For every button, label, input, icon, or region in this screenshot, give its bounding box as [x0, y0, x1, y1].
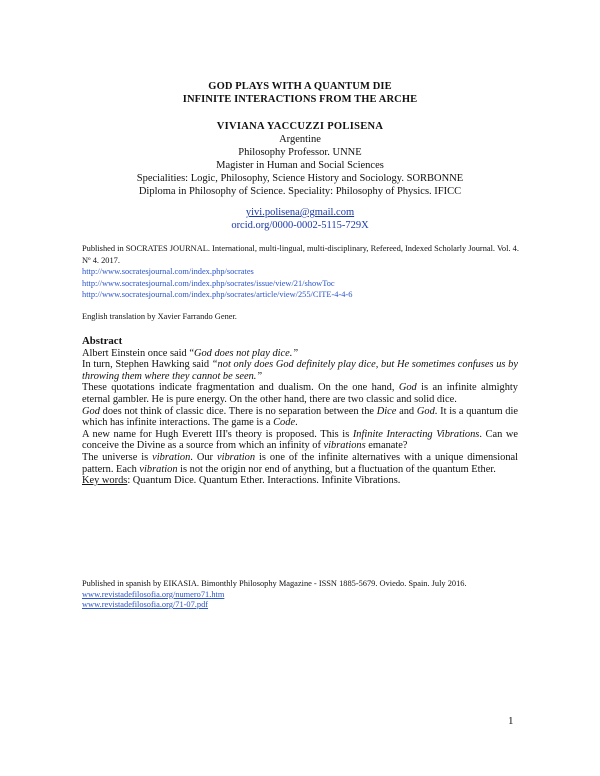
author-country: Argentine: [279, 134, 321, 145]
author-name: VIVIANA YACCUZZI POLISENA: [216, 121, 384, 132]
publication-link-2[interactable]: http://www.socratesjournal.com/index.php/socrates/issue/view/21/showToc: [82, 278, 335, 288]
author-role: Philosophy Professor. UNNE: [238, 147, 362, 158]
keywords-label: Key words: [82, 475, 128, 487]
author-diploma: Diploma in Philosophy of Science. Speciality: Philosophy of Physics. IFICC: [138, 186, 462, 197]
abstract-paragraph-1: Albert Einstein once said “God does not play dice.”: [82, 347, 299, 359]
author-block: [0, 120, 600, 232]
author-email-link[interactable]: yivi.polisena@gmail.com: [245, 207, 355, 218]
abstract-paragraph-2: In turn, Stephen Hawking said “not only does God definitely play dice, but He sometimes confuses us by throwing them where they cannot be seen.”: [82, 359, 518, 382]
author-degree: Magister in Human and Social Sciences: [216, 160, 384, 171]
author-orcid-link[interactable]: orcid.org/0000-0002-5115-729X: [231, 220, 369, 231]
footer-link-1[interactable]: www.revistadefilosofia.org/numero71.htm: [82, 589, 225, 599]
abstract-section: [82, 336, 518, 487]
abstract-heading: Abstract: [82, 335, 123, 347]
abstract-paragraph-6: The universe is vibration. Our vibration is one of the infinite alternatives with a unique dimensional pattern. Each vibration is not the origin nor end of anything, but a fluctuation of the quantum Ether.: [82, 451, 519, 475]
footer-text: Published in spanish by EIKASIA. Bimonthly Philosophy Magazine - ISSN 1885-5679. Oviedo. Spain. July 2016.: [82, 579, 467, 588]
title-line-1: GOD PLAYS WITH A QUANTUM DIE: [208, 81, 392, 92]
translation-credit: English translation by Xavier Farrando Gener.: [82, 312, 237, 321]
abstract-paragraph-3: These quotations indicate fragmentation and dualism. On the one hand, God is an infinite almighty eternal gambler. He is pure energy. On the other hand, there are two classic and solid dice.: [82, 382, 518, 405]
author-specialities: Specialities: Logic, Philosophy, Science History and Sociology. SORBONNE: [136, 173, 464, 184]
publication-link-1[interactable]: http://www.socratesjournal.com/index.php/socrates: [82, 267, 254, 276]
footer-publication-note: [82, 579, 522, 611]
abstract-paragraph-5: A new name for Hugh Everett III's theory is proposed. This is Infinite Interacting Vibrations. Can we conceive the Divine as a source from which an infinity of vibrations emanate?: [82, 428, 518, 452]
publication-text: Published in SOCRATES JOURNAL. International, multi-lingual, multi-disciplinary, Refereed, Indexed Scholarly Journal. Vol. 4. Nº 4. 2017.: [82, 244, 519, 265]
keywords-line: [82, 475, 518, 487]
keywords-list: : Quantum Dice. Quantum Ether. Interactions. Infinite Vibrations.: [127, 475, 401, 487]
abstract-paragraph-4: God does not think of classic dice. There is no separation between the Dice and God. It is a quantum die which has infinite interactions. The game is a Code.: [82, 405, 518, 429]
page-number: 1: [508, 715, 514, 727]
footer-link-2[interactable]: www.revistadefilosofia.org/71-07.pdf: [82, 600, 209, 609]
publication-link-3[interactable]: http://www.socratesjournal.com/index.php/socrates/article/view/255/CITE-4-4-6: [82, 290, 353, 299]
title-line-2: INFINITE INTERACTIONS FROM THE ARCHE: [182, 94, 418, 105]
publication-info: [82, 243, 522, 301]
paper-title: [0, 80, 600, 106]
